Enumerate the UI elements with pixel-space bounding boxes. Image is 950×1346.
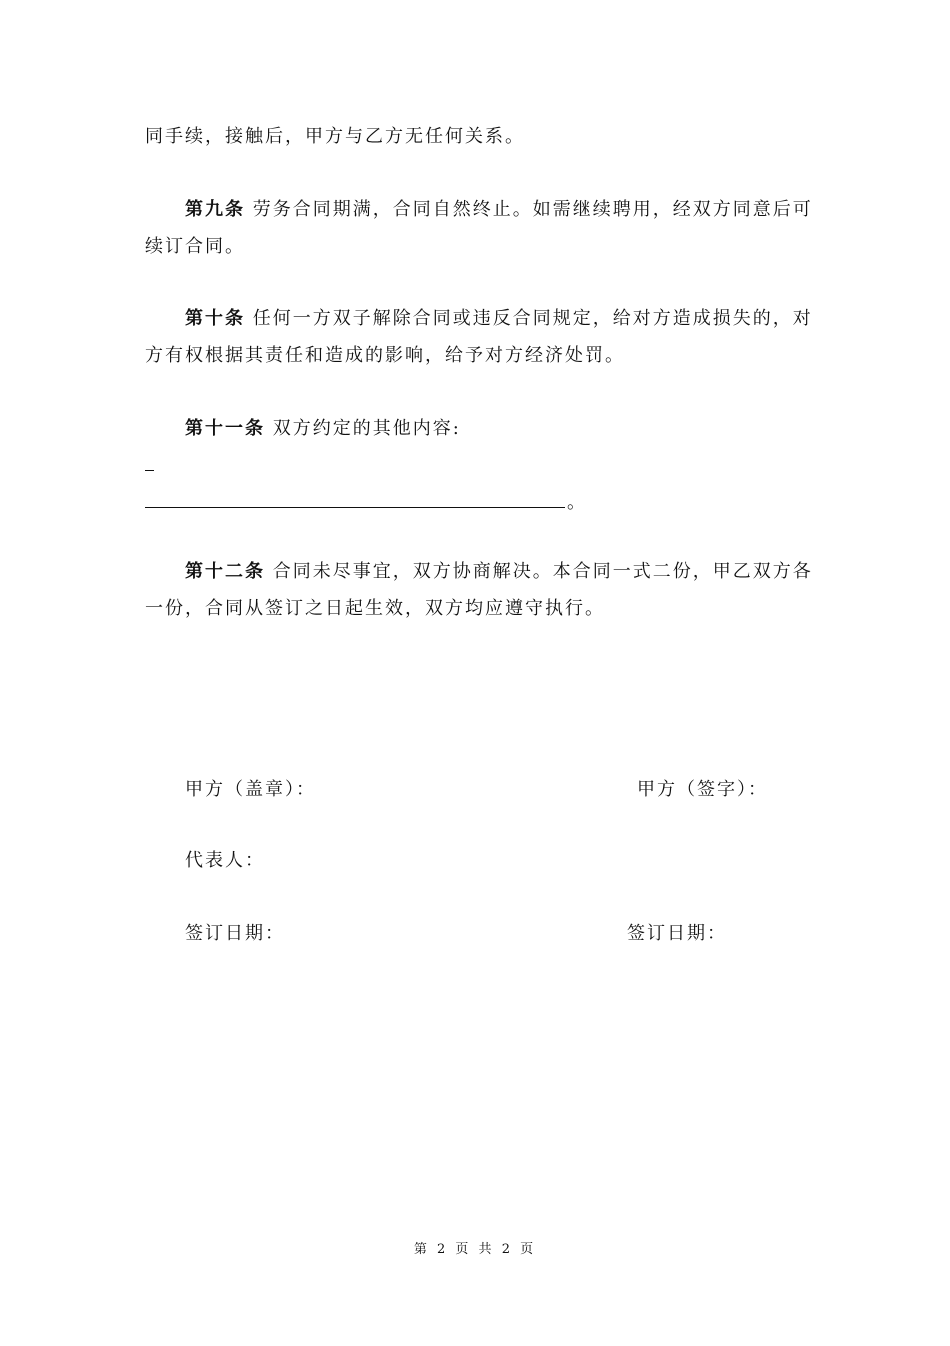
blank-line-end: 。 <box>567 492 585 513</box>
party-a-seal-label: 甲方（盖章）： <box>185 779 316 800</box>
article-11-line1: 双方约定的其他内容: <box>272 418 461 439</box>
page-footer: 第 2 页 共 2 页 <box>413 1242 537 1257</box>
article-11-heading: 第十一条 <box>185 418 265 439</box>
representative-label: 代表人： <box>185 850 265 871</box>
article-12 <box>185 561 813 583</box>
article-11 <box>185 418 461 440</box>
article-10-line1: 任何一方双子解除合同或违反合同规定，给对方造成损失的，对 <box>252 308 813 329</box>
continuation-text: 同手续，接触后，甲方与乙方无任何关系。 <box>145 126 525 147</box>
blank-line-long <box>145 507 565 508</box>
article-12-line2: 一份，合同从签订之日起生效，双方均应遵守执行。 <box>145 598 605 619</box>
sign-date-right-label: 签订日期： <box>627 923 727 944</box>
article-9 <box>185 199 813 221</box>
article-10 <box>185 308 813 330</box>
article-12-heading: 第十二条 <box>185 561 265 582</box>
sign-date-left-label: 签订日期： <box>185 923 285 944</box>
party-sign-label: 甲方（签字）： <box>637 779 768 800</box>
blank-line-short <box>145 470 154 471</box>
article-12-line1: 合同未尽事宜，双方协商解决。本合同一式二份，甲乙双方各 <box>272 561 813 582</box>
article-9-line1: 劳务合同期满，合同自然终止。如需继续聘用，经双方同意后可 <box>252 199 813 220</box>
article-10-heading: 第十条 <box>185 308 245 329</box>
article-10-line2: 方有权根据其责任和造成的影响，给予对方经济处罚。 <box>145 345 625 366</box>
article-9-line2: 续订合同。 <box>145 236 245 257</box>
article-9-heading: 第九条 <box>185 199 245 220</box>
